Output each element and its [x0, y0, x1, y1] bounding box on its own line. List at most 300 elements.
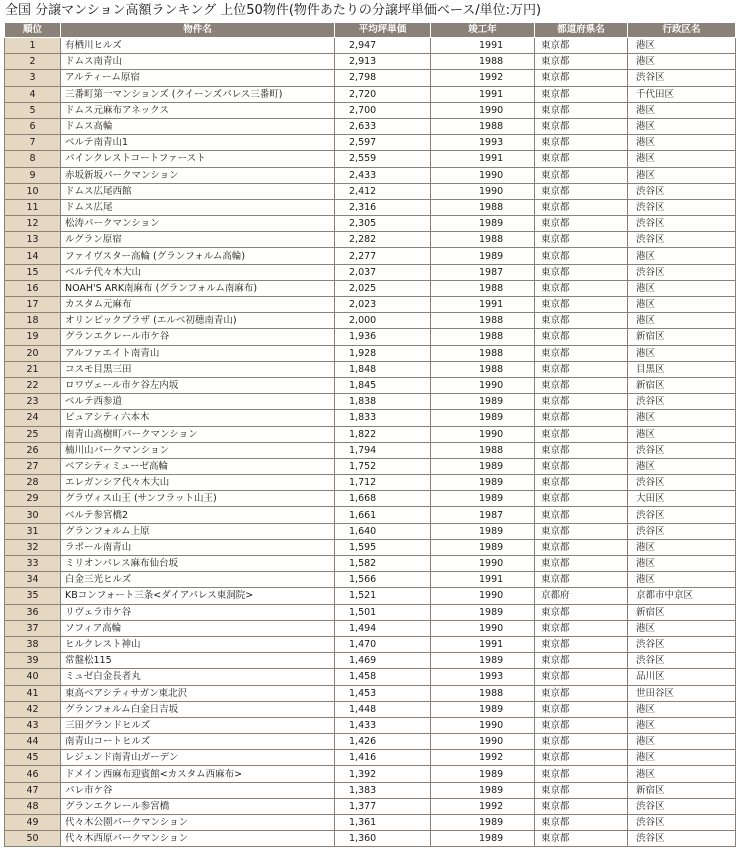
cell-ward: 港区 [628, 167, 736, 183]
table-row [5, 329, 736, 345]
cell-rank: 2 [5, 54, 61, 70]
cell-ward: 港区 [628, 118, 736, 134]
cell-completion-year: 1988 [431, 345, 535, 361]
cell-property-name: ルグラン原宿 [61, 232, 335, 248]
cell-avg-price: 1,752 [335, 458, 431, 474]
cell-property-name: 南青山コートヒルズ [61, 734, 335, 750]
cell-property-name: 有栖川ヒルズ [61, 38, 335, 54]
cell-property-name: NOAH'S ARK南麻布 (グランフォルム南麻布) [61, 280, 335, 296]
cell-rank: 24 [5, 410, 61, 426]
cell-rank: 10 [5, 183, 61, 199]
cell-avg-price: 1,936 [335, 329, 431, 345]
cell-completion-year: 1989 [431, 766, 535, 782]
cell-avg-price: 1,458 [335, 669, 431, 685]
table-row [5, 734, 736, 750]
table-row [5, 86, 736, 102]
table-row [5, 782, 736, 798]
cell-ward: 港区 [628, 766, 736, 782]
cell-property-name: ベルテ代々木大山 [61, 264, 335, 280]
cell-completion-year: 1990 [431, 183, 535, 199]
cell-ward: 港区 [628, 734, 736, 750]
cell-avg-price: 1,833 [335, 410, 431, 426]
cell-avg-price: 2,433 [335, 167, 431, 183]
cell-avg-price: 2,023 [335, 297, 431, 313]
cell-prefecture: 東京都 [535, 798, 628, 814]
table-row [5, 636, 736, 652]
table-row [5, 410, 736, 426]
cell-rank: 33 [5, 556, 61, 572]
cell-avg-price: 2,633 [335, 118, 431, 134]
cell-ward: 新宿区 [628, 329, 736, 345]
cell-property-name: ソフィア高輪 [61, 620, 335, 636]
cell-property-name: ベルテ西参道 [61, 394, 335, 410]
cell-rank: 32 [5, 539, 61, 555]
cell-avg-price: 1,469 [335, 653, 431, 669]
cell-completion-year: 1988 [431, 442, 535, 458]
cell-avg-price: 1,433 [335, 717, 431, 733]
cell-rank: 49 [5, 815, 61, 831]
cell-completion-year: 1990 [431, 377, 535, 393]
cell-prefecture: 東京都 [535, 523, 628, 539]
cell-avg-price: 1,838 [335, 394, 431, 410]
cell-rank: 39 [5, 653, 61, 669]
cell-prefecture: 東京都 [535, 556, 628, 572]
cell-completion-year: 1989 [431, 782, 535, 798]
table-row [5, 442, 736, 458]
cell-ward: 渋谷区 [628, 442, 736, 458]
cell-avg-price: 1,640 [335, 523, 431, 539]
cell-property-name: グランエクレール参宮橋 [61, 798, 335, 814]
cell-ward: 港区 [628, 135, 736, 151]
cell-prefecture: 東京都 [535, 620, 628, 636]
cell-property-name: グラヴィス山王 (サンフラット山王) [61, 491, 335, 507]
cell-avg-price: 2,412 [335, 183, 431, 199]
cell-completion-year: 1990 [431, 620, 535, 636]
cell-prefecture: 東京都 [535, 782, 628, 798]
cell-avg-price: 1,360 [335, 831, 431, 847]
cell-property-name: パレ市ケ谷 [61, 782, 335, 798]
cell-property-name: 常盤松115 [61, 653, 335, 669]
cell-property-name: 代々木西原パークマンション [61, 831, 335, 847]
cell-ward: 京都市中京区 [628, 588, 736, 604]
cell-prefecture: 東京都 [535, 766, 628, 782]
table-row [5, 717, 736, 733]
cell-rank: 22 [5, 377, 61, 393]
cell-rank: 21 [5, 361, 61, 377]
cell-rank: 1 [5, 38, 61, 54]
cell-ward: 港区 [628, 280, 736, 296]
cell-completion-year: 1988 [431, 329, 535, 345]
cell-completion-year: 1992 [431, 798, 535, 814]
cell-property-name: コスモ目黒三田 [61, 361, 335, 377]
cell-ward: 港区 [628, 410, 736, 426]
cell-ward: 新宿区 [628, 604, 736, 620]
cell-rank: 20 [5, 345, 61, 361]
cell-ward: 渋谷区 [628, 815, 736, 831]
cell-completion-year: 1991 [431, 38, 535, 54]
cell-rank: 14 [5, 248, 61, 264]
cell-property-name: 楠川山パークマンション [61, 442, 335, 458]
cell-avg-price: 2,720 [335, 86, 431, 102]
table-row [5, 604, 736, 620]
cell-rank: 47 [5, 782, 61, 798]
cell-rank: 15 [5, 264, 61, 280]
cell-rank: 35 [5, 588, 61, 604]
cell-avg-price: 2,700 [335, 102, 431, 118]
cell-ward: 港区 [628, 701, 736, 717]
cell-avg-price: 1,453 [335, 685, 431, 701]
cell-property-name: ベルテ南青山1 [61, 135, 335, 151]
cell-ward: 渋谷区 [628, 831, 736, 847]
table-row [5, 798, 736, 814]
cell-completion-year: 1988 [431, 118, 535, 134]
cell-avg-price: 2,597 [335, 135, 431, 151]
cell-avg-price: 2,913 [335, 54, 431, 70]
cell-avg-price: 2,282 [335, 232, 431, 248]
cell-completion-year: 1989 [431, 604, 535, 620]
cell-property-name: KBコンフォート三条<ダイアパレス東洞院> [61, 588, 335, 604]
cell-completion-year: 1989 [431, 815, 535, 831]
cell-completion-year: 1988 [431, 232, 535, 248]
cell-ward: 渋谷区 [628, 216, 736, 232]
cell-avg-price: 2,000 [335, 313, 431, 329]
cell-ward: 港区 [628, 345, 736, 361]
cell-prefecture: 東京都 [535, 216, 628, 232]
cell-ward: 港区 [628, 313, 736, 329]
cell-completion-year: 1990 [431, 556, 535, 572]
cell-prefecture: 東京都 [535, 442, 628, 458]
cell-prefecture: 東京都 [535, 167, 628, 183]
cell-property-name: ロワヴェール市ケ谷左内坂 [61, 377, 335, 393]
cell-rank: 40 [5, 669, 61, 685]
cell-rank: 44 [5, 734, 61, 750]
cell-property-name: アルティーム原宿 [61, 70, 335, 86]
table-row [5, 313, 736, 329]
cell-ward: 港区 [628, 426, 736, 442]
table-row [5, 507, 736, 523]
cell-property-name: 東高ベアシティサガン東北沢 [61, 685, 335, 701]
cell-prefecture: 東京都 [535, 38, 628, 54]
table-row [5, 556, 736, 572]
cell-completion-year: 1992 [431, 750, 535, 766]
cell-prefecture: 東京都 [535, 604, 628, 620]
table-row [5, 135, 736, 151]
cell-avg-price: 2,798 [335, 70, 431, 86]
cell-ward: 渋谷区 [628, 507, 736, 523]
cell-property-name: ミリオンパレス麻布仙台坂 [61, 556, 335, 572]
cell-property-name: グランフォルム白金日吉坂 [61, 701, 335, 717]
cell-rank: 8 [5, 151, 61, 167]
page-title: 全国 分譲マンション高額ランキング 上位50物件(物件あたりの分譲坪単価ベース/単位:万円) [5, 3, 542, 18]
cell-ward: 港区 [628, 248, 736, 264]
cell-rank: 7 [5, 135, 61, 151]
cell-ward: 渋谷区 [628, 475, 736, 491]
cell-avg-price: 1,383 [335, 782, 431, 798]
cell-completion-year: 1990 [431, 734, 535, 750]
cell-property-name: ラポール南青山 [61, 539, 335, 555]
table-row [5, 167, 736, 183]
cell-ward: 港区 [628, 151, 736, 167]
cell-completion-year: 1990 [431, 717, 535, 733]
cell-ward: 渋谷区 [628, 523, 736, 539]
cell-prefecture: 東京都 [535, 329, 628, 345]
cell-ward: 港区 [628, 717, 736, 733]
cell-rank: 23 [5, 394, 61, 410]
header-rank: 順位 [5, 23, 61, 38]
cell-avg-price: 1,501 [335, 604, 431, 620]
cell-prefecture: 東京都 [535, 264, 628, 280]
cell-rank: 3 [5, 70, 61, 86]
cell-ward: 渋谷区 [628, 798, 736, 814]
cell-property-name: ベアシティミューゼ高輪 [61, 458, 335, 474]
cell-property-name: オリンピックプラザ (エルベ初穂南青山) [61, 313, 335, 329]
table-row [5, 280, 736, 296]
cell-rank: 5 [5, 102, 61, 118]
cell-ward: 港区 [628, 620, 736, 636]
cell-prefecture: 東京都 [535, 734, 628, 750]
cell-avg-price: 1,848 [335, 361, 431, 377]
ranking-table [4, 22, 736, 847]
cell-prefecture: 東京都 [535, 410, 628, 426]
cell-completion-year: 1989 [431, 539, 535, 555]
cell-avg-price: 2,305 [335, 216, 431, 232]
cell-rank: 30 [5, 507, 61, 523]
cell-prefecture: 東京都 [535, 685, 628, 701]
cell-completion-year: 1989 [431, 410, 535, 426]
cell-avg-price: 1,494 [335, 620, 431, 636]
cell-rank: 42 [5, 701, 61, 717]
cell-completion-year: 1987 [431, 264, 535, 280]
cell-avg-price: 1,595 [335, 539, 431, 555]
cell-prefecture: 東京都 [535, 636, 628, 652]
cell-rank: 41 [5, 685, 61, 701]
cell-rank: 11 [5, 199, 61, 215]
cell-avg-price: 1,845 [335, 377, 431, 393]
cell-property-name: ドムス広尾西館 [61, 183, 335, 199]
cell-completion-year: 1989 [431, 216, 535, 232]
cell-completion-year: 1989 [431, 248, 535, 264]
cell-ward: 港区 [628, 572, 736, 588]
table-row [5, 750, 736, 766]
table-row [5, 426, 736, 442]
cell-prefecture: 東京都 [535, 426, 628, 442]
table-row [5, 394, 736, 410]
table-row [5, 620, 736, 636]
cell-avg-price: 1,521 [335, 588, 431, 604]
cell-ward: 大田区 [628, 491, 736, 507]
cell-prefecture: 東京都 [535, 313, 628, 329]
cell-prefecture: 京都府 [535, 588, 628, 604]
cell-prefecture: 東京都 [535, 102, 628, 118]
cell-prefecture: 東京都 [535, 572, 628, 588]
table-row [5, 685, 736, 701]
cell-prefecture: 東京都 [535, 475, 628, 491]
cell-prefecture: 東京都 [535, 118, 628, 134]
cell-property-name: グランフォルム上原 [61, 523, 335, 539]
cell-avg-price: 2,316 [335, 199, 431, 215]
cell-prefecture: 東京都 [535, 280, 628, 296]
cell-rank: 28 [5, 475, 61, 491]
cell-property-name: ファイヴスター高輪 (グランフォルム高輪) [61, 248, 335, 264]
cell-rank: 27 [5, 458, 61, 474]
cell-completion-year: 1988 [431, 54, 535, 70]
cell-rank: 38 [5, 636, 61, 652]
cell-rank: 4 [5, 86, 61, 102]
cell-ward: 渋谷区 [628, 264, 736, 280]
cell-prefecture: 東京都 [535, 717, 628, 733]
cell-rank: 31 [5, 523, 61, 539]
cell-ward: 世田谷区 [628, 685, 736, 701]
header-avg-price: 平均坪単価 [335, 23, 431, 38]
cell-completion-year: 1989 [431, 831, 535, 847]
cell-prefecture: 東京都 [535, 539, 628, 555]
cell-avg-price: 1,377 [335, 798, 431, 814]
cell-rank: 36 [5, 604, 61, 620]
cell-property-name: ドムス南青山 [61, 54, 335, 70]
cell-avg-price: 1,361 [335, 815, 431, 831]
cell-completion-year: 1988 [431, 280, 535, 296]
cell-completion-year: 1988 [431, 361, 535, 377]
cell-completion-year: 1992 [431, 70, 535, 86]
cell-prefecture: 東京都 [535, 458, 628, 474]
cell-prefecture: 東京都 [535, 701, 628, 717]
cell-avg-price: 2,037 [335, 264, 431, 280]
header-prefecture: 都道府県名 [535, 23, 628, 38]
cell-prefecture: 東京都 [535, 361, 628, 377]
table-row [5, 232, 736, 248]
cell-property-name: パインクレストコートファースト [61, 151, 335, 167]
table-row [5, 183, 736, 199]
cell-rank: 29 [5, 491, 61, 507]
cell-prefecture: 東京都 [535, 183, 628, 199]
cell-avg-price: 1,448 [335, 701, 431, 717]
header-row [5, 23, 736, 38]
cell-property-name: ドムス元麻布アネックス [61, 102, 335, 118]
cell-property-name: エレガンシア代々木大山 [61, 475, 335, 491]
cell-prefecture: 東京都 [535, 669, 628, 685]
table-row [5, 199, 736, 215]
table-row [5, 38, 736, 54]
table-row [5, 361, 736, 377]
table-row [5, 54, 736, 70]
cell-avg-price: 1,566 [335, 572, 431, 588]
table-row [5, 70, 736, 86]
cell-property-name: 松涛パークマンション [61, 216, 335, 232]
cell-ward: 品川区 [628, 669, 736, 685]
cell-ward: 港区 [628, 750, 736, 766]
cell-avg-price: 1,426 [335, 734, 431, 750]
cell-completion-year: 1990 [431, 426, 535, 442]
cell-completion-year: 1991 [431, 151, 535, 167]
cell-ward: 目黒区 [628, 361, 736, 377]
cell-property-name: 代々木公園パークマンション [61, 815, 335, 831]
table-row [5, 118, 736, 134]
cell-completion-year: 1987 [431, 507, 535, 523]
cell-property-name: 三田グランドヒルズ [61, 717, 335, 733]
cell-rank: 25 [5, 426, 61, 442]
cell-completion-year: 1990 [431, 102, 535, 118]
table-row [5, 248, 736, 264]
cell-rank: 12 [5, 216, 61, 232]
cell-prefecture: 東京都 [535, 831, 628, 847]
cell-rank: 48 [5, 798, 61, 814]
cell-prefecture: 東京都 [535, 297, 628, 313]
cell-prefecture: 東京都 [535, 394, 628, 410]
table-row [5, 297, 736, 313]
cell-prefecture: 東京都 [535, 135, 628, 151]
cell-prefecture: 東京都 [535, 377, 628, 393]
cell-avg-price: 2,025 [335, 280, 431, 296]
table-row [5, 539, 736, 555]
cell-prefecture: 東京都 [535, 491, 628, 507]
cell-ward: 港区 [628, 38, 736, 54]
cell-avg-price: 2,277 [335, 248, 431, 264]
cell-prefecture: 東京都 [535, 653, 628, 669]
cell-ward: 渋谷区 [628, 183, 736, 199]
cell-ward: 渋谷区 [628, 232, 736, 248]
cell-ward: 港区 [628, 102, 736, 118]
table-row [5, 264, 736, 280]
table-row [5, 345, 736, 361]
cell-ward: 港区 [628, 458, 736, 474]
cell-prefecture: 東京都 [535, 248, 628, 264]
cell-ward: 渋谷区 [628, 394, 736, 410]
cell-property-name: リヴェラ市ケ谷 [61, 604, 335, 620]
cell-completion-year: 1989 [431, 523, 535, 539]
cell-avg-price: 1,582 [335, 556, 431, 572]
cell-completion-year: 1989 [431, 653, 535, 669]
cell-property-name: アルファエイト南青山 [61, 345, 335, 361]
cell-property-name: ベルテ参宮橋2 [61, 507, 335, 523]
cell-prefecture: 東京都 [535, 54, 628, 70]
cell-avg-price: 1,928 [335, 345, 431, 361]
table-row [5, 701, 736, 717]
cell-avg-price: 1,416 [335, 750, 431, 766]
cell-ward: 港区 [628, 556, 736, 572]
cell-avg-price: 1,661 [335, 507, 431, 523]
cell-avg-price: 1,712 [335, 475, 431, 491]
cell-avg-price: 1,822 [335, 426, 431, 442]
cell-completion-year: 1989 [431, 394, 535, 410]
table-row [5, 523, 736, 539]
cell-completion-year: 1988 [431, 685, 535, 701]
cell-ward: 港区 [628, 297, 736, 313]
header-completion-year: 竣工年 [431, 23, 535, 38]
table-row [5, 475, 736, 491]
cell-property-name: ドムス広尾 [61, 199, 335, 215]
cell-prefecture: 東京都 [535, 70, 628, 86]
cell-prefecture: 東京都 [535, 86, 628, 102]
cell-completion-year: 1989 [431, 475, 535, 491]
cell-avg-price: 2,559 [335, 151, 431, 167]
cell-rank: 16 [5, 280, 61, 296]
cell-avg-price: 1,794 [335, 442, 431, 458]
cell-ward: 渋谷区 [628, 636, 736, 652]
cell-rank: 19 [5, 329, 61, 345]
cell-rank: 6 [5, 118, 61, 134]
cell-property-name: ミュゼ白金長者丸 [61, 669, 335, 685]
cell-completion-year: 1993 [431, 669, 535, 685]
cell-prefecture: 東京都 [535, 750, 628, 766]
cell-prefecture: 東京都 [535, 151, 628, 167]
cell-rank: 46 [5, 766, 61, 782]
cell-completion-year: 1991 [431, 572, 535, 588]
cell-property-name: 白金三光ヒルズ [61, 572, 335, 588]
cell-rank: 50 [5, 831, 61, 847]
cell-avg-price: 2,947 [335, 38, 431, 54]
cell-rank: 13 [5, 232, 61, 248]
cell-ward: 港区 [628, 539, 736, 555]
